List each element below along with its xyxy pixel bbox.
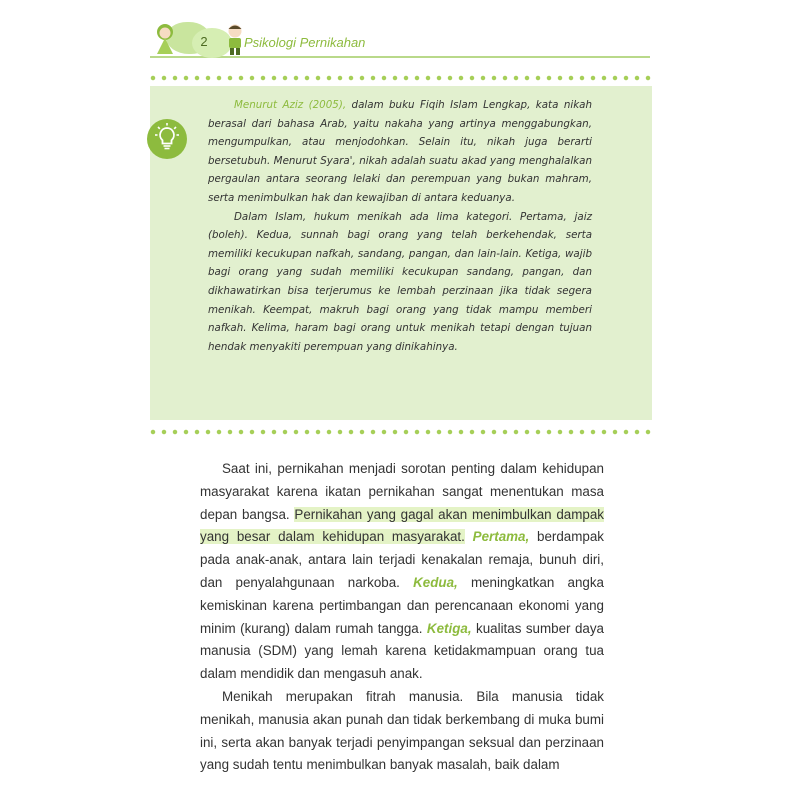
girl-icon xyxy=(152,22,178,56)
keyword-kedua: Kedua, xyxy=(256,229,293,242)
body-text xyxy=(200,458,604,777)
running-title: Psikologi Pernikahan xyxy=(244,35,366,50)
text-run xyxy=(465,529,473,544)
text-run: kualitas sumber daya manusia (SDM) yang lemah karena ketidakmampuan orang tua dalam mendidik dan mengasuh anak. xyxy=(200,620,604,682)
box-paragraph-1 xyxy=(208,96,592,208)
box-paragraph-2 xyxy=(208,208,592,357)
text-run: meningkatkan angka kemiskinan karena pertimbangan dan perencanaan ekonomi yang minim (kurang) dalam rumah tangga. xyxy=(200,574,605,636)
text-run: jaiz (boleh). xyxy=(208,210,592,242)
text-run: dalam buku xyxy=(346,99,420,111)
text-run: wajib bagi orang yang sudah memiliki kecukupan sandang, pangan, dan dikhawatirkan bisa terjerumus ke lembah perzinaan jika tidak segera menikah. xyxy=(208,247,592,316)
text-run: , kata nikah berasal dari bahasa Arab, yaitu xyxy=(208,99,593,130)
keyword-kedua: Kedua, xyxy=(413,574,458,590)
highlighted-sentence: Pernikahan yang gagal akan menimbulkan dampak yang besar dalam kehidupan masyarakat. xyxy=(200,506,604,545)
body-paragraph-2 xyxy=(200,686,604,777)
text-run: berdampak pada anak-anak, antara lain terjadi kenakalan remaja, bunuh diri, dan penyalahgunaan narkoba. xyxy=(200,529,604,590)
dotted-rule-bottom xyxy=(150,428,652,436)
header-rule xyxy=(150,56,650,58)
text-run: Menikah merupakan fitrah manusia. Bila manusia tidak menikah, manusia akan punah dan tidak berkembang di muka bumi ini, serta akan banyak terjadi penyimpangan seksual dan perzinaan yang sudah tentu menimbulkan banyak masalah, baik dalam xyxy=(200,688,604,773)
text-run: haram bagi orang untuk menikah tetapi dengan tujuan hendak menyakiti perempuan yang dinikahinya. xyxy=(208,322,592,353)
lightbulb-icon xyxy=(146,118,188,160)
page-header xyxy=(0,0,800,80)
keyword-kelima: Kelima, xyxy=(251,322,290,335)
dotted-rule-top xyxy=(150,74,652,82)
source-citation: Menurut Aziz (2005), xyxy=(234,99,347,111)
text-run: makruh bagi orang yang tidak mampu memberi nafkah. xyxy=(208,303,592,335)
book-title: Fiqih Islam Lengkap xyxy=(420,99,528,111)
text-run: yang artinya menggabungkan, mengumpulkan, atau menjodohkan. Selain itu, nikah juga berarti bersetubuh. Menurut Syara', nikah adalah suatu akad yang menghalalkan pergaulan antara seorang lelaki dan perempuan yang bukan mahram, serta menimbulkan hak dan kewajiban di antara keduanya. xyxy=(208,117,592,204)
keyword-ketiga: Ketiga, xyxy=(525,247,562,260)
keyword-pertama: Pertama, xyxy=(472,529,530,545)
keyword-pertama: Pertama, xyxy=(520,210,567,223)
boy-icon xyxy=(224,22,246,56)
text-run: Saat ini, pernikahan menjadi sorotan penting dalam kehidupan masyarakat karena ikatan pernikahan sangat menentukan masa depan bangsa. xyxy=(200,461,604,522)
arabic-term: nakaha xyxy=(384,117,423,130)
lightbulb-badge xyxy=(146,118,188,160)
keyword-ketiga: Ketiga, xyxy=(426,620,472,636)
page-number: 2 xyxy=(200,34,208,49)
box-text xyxy=(208,96,592,356)
text-run: sunnah bagi orang yang telah berkehendak, serta memiliki kecukupan nafkah, sandang, pangan, dan lain-lain. xyxy=(208,229,592,260)
body-paragraph-1 xyxy=(200,458,604,686)
keyword-keempat: Keempat, xyxy=(263,303,313,316)
text-run: Dalam Islam, hukum menikah ada lima kategori. xyxy=(234,210,521,223)
